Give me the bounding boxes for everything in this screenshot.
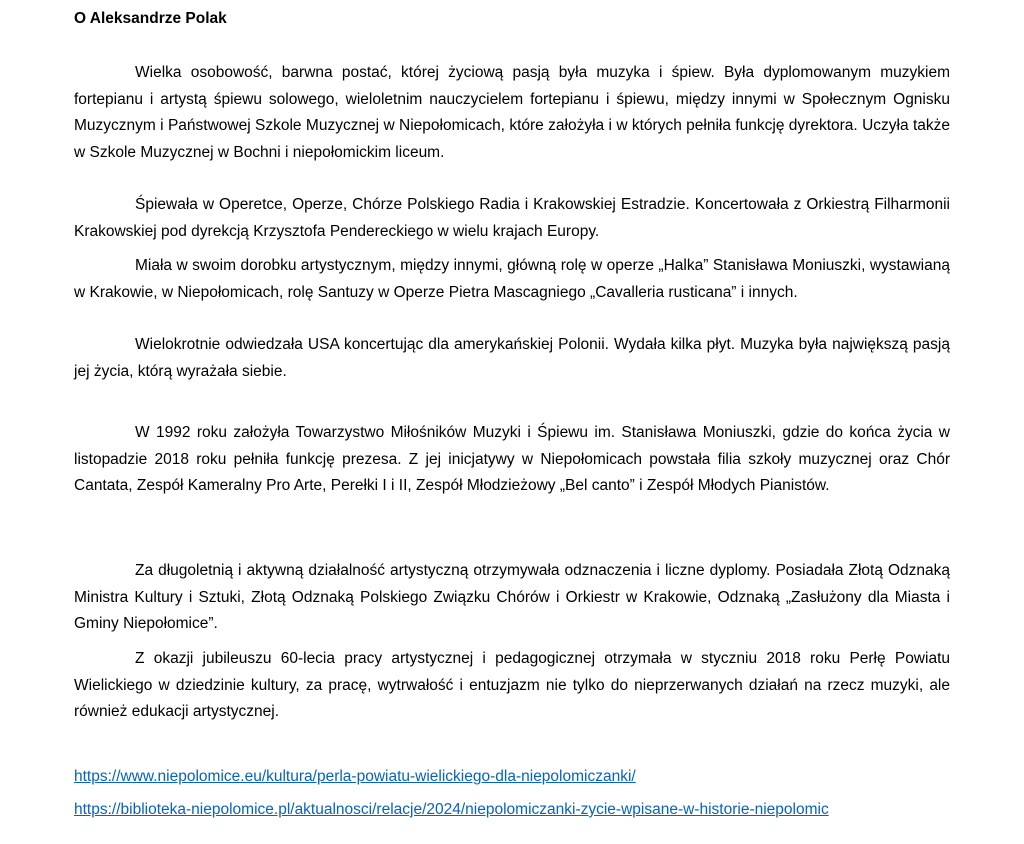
paragraph-biography-intro: Wielka osobowość, barwna postać, której życiową pasją była muzyka i śpiew. Była dyplomowanym muzykiem fortepianu i artystą śpiewu solowego, wieloletnim nauczycielem fortepianu i śpiewu, między innymi w Społecznym Ognisku Muzycznym i Państwowej Szkole Muzycznej w Niepołomicach, które założyła i w których pełniła funkcję dyrektora. Uczyła także w Szkole Muzycznej w Bochni i niepołomickim liceum. (74, 64, 950, 161)
paragraph-usa-concerts: Wielokrotnie odwiedzała USA koncertując dla amerykańskiej Polonii. Wydała kilka płyt. Muzyka była największą pasją jej życia, którą wyrażała siebie. (74, 336, 950, 380)
paragraph-jubilee: Z okazji jubileuszu 60-lecia pracy artystycznej i pedagogicznej otrzymała w styczniu 2018 roku Perłę Powiatu Wielickiego w dziedzinie kultury, za pracę, wytrwałość i entuzjazm nie tylko do nieprzerwanych działań na rzecz muzyki, ale również edukacji artystycznej. (74, 650, 950, 720)
document-title: O Aleksandrze Polak (74, 10, 227, 27)
source-link-biblioteka[interactable]: https://biblioteka-niepolomice.pl/aktualnosci/relacje/2024/niepolomiczanki-zycie-wpisane-w-historie-niepolomic (74, 801, 829, 818)
source-link-niepolomice[interactable]: https://www.niepolomice.eu/kultura/perla-powiatu-wielickiego-dla-niepolomiczanki/ (74, 768, 636, 785)
paragraph-society: W 1992 roku założyła Towarzystwo Miłośników Muzyki i Śpiewu im. Stanisława Moniuszki, gdzie do końca życia w listopadzie 2018 roku pełniła funkcję prezesa. Z jej inicjatywy w Niepołomicach powstała filia szkoły muzycznej oraz Chór Cantata, Zespół Kameralny Pro Arte, Perełki I i II, Zespół Młodzieżowy „Bel canto” i Zespół Młodych Pianistów. (74, 424, 950, 494)
paragraph-opera-roles: Miała w swoim dorobku artystycznym, między innymi, główną rolę w operze „Halka” Stanisława Moniuszki, wystawianą w Krakowie, w Niepołomicach, rolę Santuzy w Operze Pietra Mascagniego „Cavalleria rusticana” i innych. (74, 257, 950, 301)
paragraph-performances: Śpiewała w Operetce, Operze, Chórze Polskiego Radia i Krakowskiej Estradzie. Koncertowała z Orkiestrą Filharmonii Krakowskiej pod dyrekcją Krzysztofa Pendereckiego w wielu krajach Europy. (74, 196, 950, 240)
paragraph-awards: Za długoletnią i aktywną działalność artystyczną otrzymywała odznaczenia i liczne dyplomy. Posiadała Złotą Odznaką Ministra Kultury i Sztuki, Złotą Odznaką Polskiego Związku Chórów i Orkiestr w Krakowie, Odznaką „Zasłużony dla Miasta i Gminy Niepołomice”. (74, 562, 950, 632)
